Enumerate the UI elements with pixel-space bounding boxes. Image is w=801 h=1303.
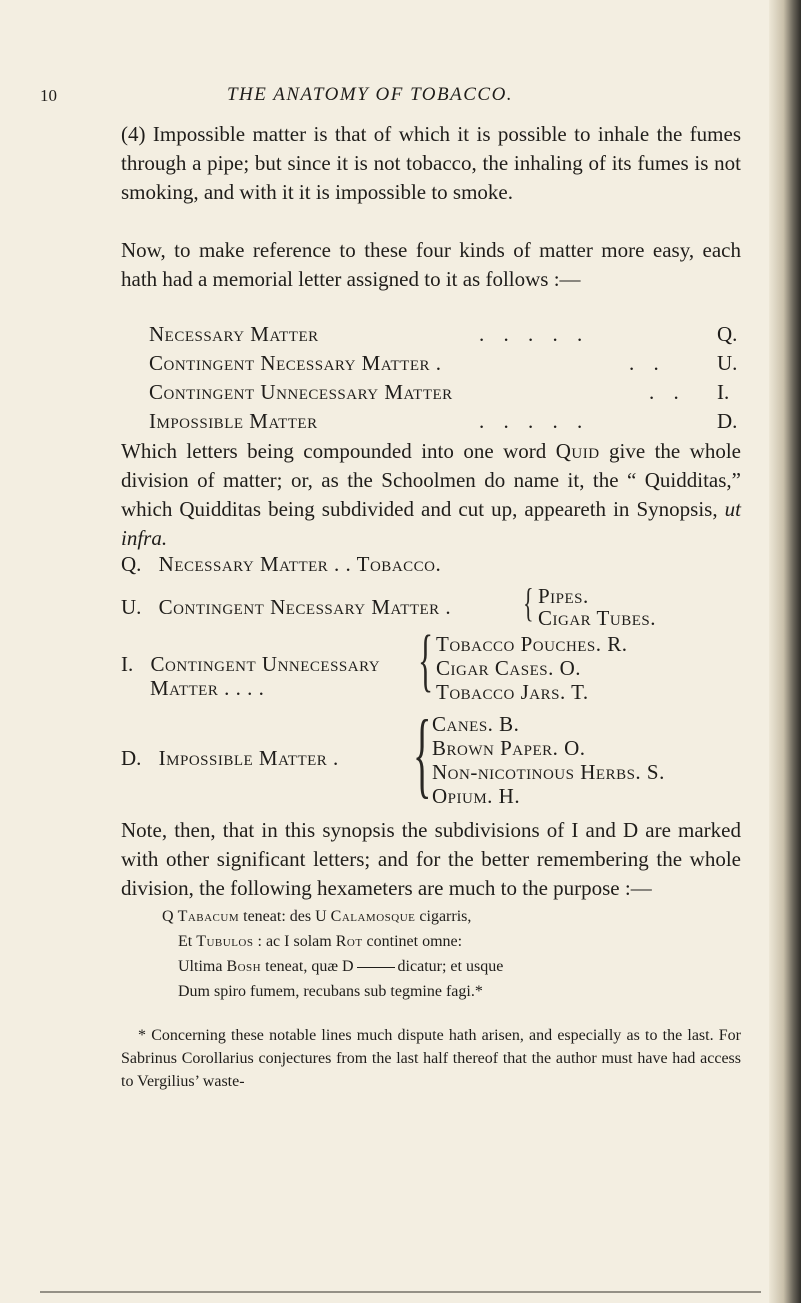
page-edge-shadow [769, 0, 801, 1303]
running-title: THE ANATOMY OF TOBACCO. [226, 84, 514, 105]
paragraph-note: Note, then, that in this synopsis the subdivisions of I and D are marked with other significant letters; and for the better remembering the whole division, the following hexameters are much to the purpose :— [121, 818, 741, 900]
brace-icon: { [523, 580, 534, 625]
list-item-letter: I. [717, 380, 730, 404]
synopsis-item: Pipes. [538, 584, 589, 608]
list-item [149, 322, 739, 351]
synopsis-index: U. [121, 595, 142, 619]
synopsis-label: Contingent Necessary Matter . [158, 595, 452, 619]
verse-fragment: Ultima [178, 958, 223, 975]
synopsis-label: Impossible Matter . [158, 746, 339, 770]
ut-infra: ut infra. [121, 497, 741, 550]
paragraph-reference: Now, to make reference to these four kinds of matter more easy, each hath had a memorial letter assigned to it as follows :— [121, 238, 741, 291]
brace-icon: { [413, 700, 432, 807]
synopsis-item: Tobacco Pouches. R. [436, 632, 628, 656]
list-item-dots: . . . . . [479, 322, 590, 346]
synopsis-index: Q. [121, 552, 142, 576]
verse-fragment: Tabacum [177, 908, 240, 925]
list-item [149, 351, 739, 380]
brace-icon: { [418, 622, 434, 699]
verse-fragment: Tubulos [196, 933, 254, 950]
synopsis-u-row [121, 595, 451, 620]
blank-dash [357, 967, 395, 968]
verse-fragment: Et [178, 933, 193, 950]
list-item-label: Contingent Unnecessary Matter [149, 380, 453, 404]
verse-fragment: Q [162, 908, 174, 925]
list-item [149, 409, 739, 438]
verse-fragment: continet omne: [366, 933, 463, 950]
verse-fragment: teneat, quæ D [265, 958, 354, 975]
verse-fragment: cigarris, [419, 908, 472, 925]
list-item-label: Necessary Matter [149, 322, 319, 346]
verse-fragment: : ac I solam [257, 933, 332, 950]
synopsis-index: I. [121, 652, 134, 676]
synopsis-label-continuation: Matter . . . . [150, 676, 265, 700]
list-item-letter: Q. [717, 322, 738, 346]
list-item-letter: U. [717, 351, 738, 375]
list-item-dots: . . [649, 380, 686, 404]
verse-fragment: Bosh [226, 958, 262, 975]
list-item-dots: . . [629, 351, 666, 375]
synopsis-d-row [121, 746, 339, 771]
footnote: * Concerning these notable lines much dispute hath arisen, and especially as to the last. For Sabrinus Corollarius conjectures from the last half thereof that the author must have had access to Vergilius’ waste- [121, 1027, 741, 1090]
synopsis-i-row [121, 652, 380, 677]
synopsis-index: D. [121, 746, 142, 770]
verse-line [178, 930, 778, 954]
verse-line [162, 905, 762, 929]
synopsis-item: Non-nicotinous Herbs. S. [432, 760, 665, 784]
synopsis-item: Opium. H. [432, 784, 521, 808]
quid-word: Quid [555, 439, 600, 463]
list-item-dots: . . . . . [479, 409, 590, 433]
verse-fragment: dicatur; et usque [397, 958, 504, 975]
quid-text-after: give the whole division of matter; or, as the Schoolmen do name it, the “ Quidditas,” which Quidditas being subdivided and cut up, appeareth in Synopsis, [121, 439, 742, 521]
synopsis-label: Necessary Matter . . Tobacco. [158, 552, 442, 576]
page-number: 10 [40, 86, 57, 105]
paragraph-quid [121, 437, 741, 553]
synopsis-q-row [121, 552, 441, 577]
synopsis-label: Contingent Unnecessary [150, 652, 381, 676]
synopsis-item: Canes. B. [432, 712, 520, 736]
quid-text-before: Which letters being compounded into one word [121, 439, 547, 463]
verse-fragment: teneat: des U [243, 908, 327, 925]
list-item-letter: D. [717, 409, 738, 433]
synopsis-item: Tobacco Jars. T. [436, 680, 589, 704]
list-item-label: Impossible Matter [149, 409, 318, 433]
synopsis-item: Brown Paper. O. [432, 736, 586, 760]
synopsis-item: Cigar Cases. O. [436, 656, 582, 680]
verse-line: Dum spiro fumem, recubans sub tegmine fagi.* [178, 983, 483, 1000]
verse-fragment: Calamosque [330, 908, 416, 925]
list-item-label: Contingent Necessary Matter . [149, 351, 442, 375]
page-bottom-rule [40, 1291, 761, 1293]
synopsis-item: Cigar Tubes. [538, 606, 656, 630]
verse-line [178, 955, 778, 979]
verse-fragment: Rot [335, 933, 363, 950]
paragraph-impossible-matter: (4) Impossible matter is that of which it is possible to inhale the fumes through a pipe; but since it is not tobacco, the inhaling of its fumes is not smoking, and with it it is impossible to smoke. [121, 122, 741, 204]
list-item [149, 380, 739, 409]
